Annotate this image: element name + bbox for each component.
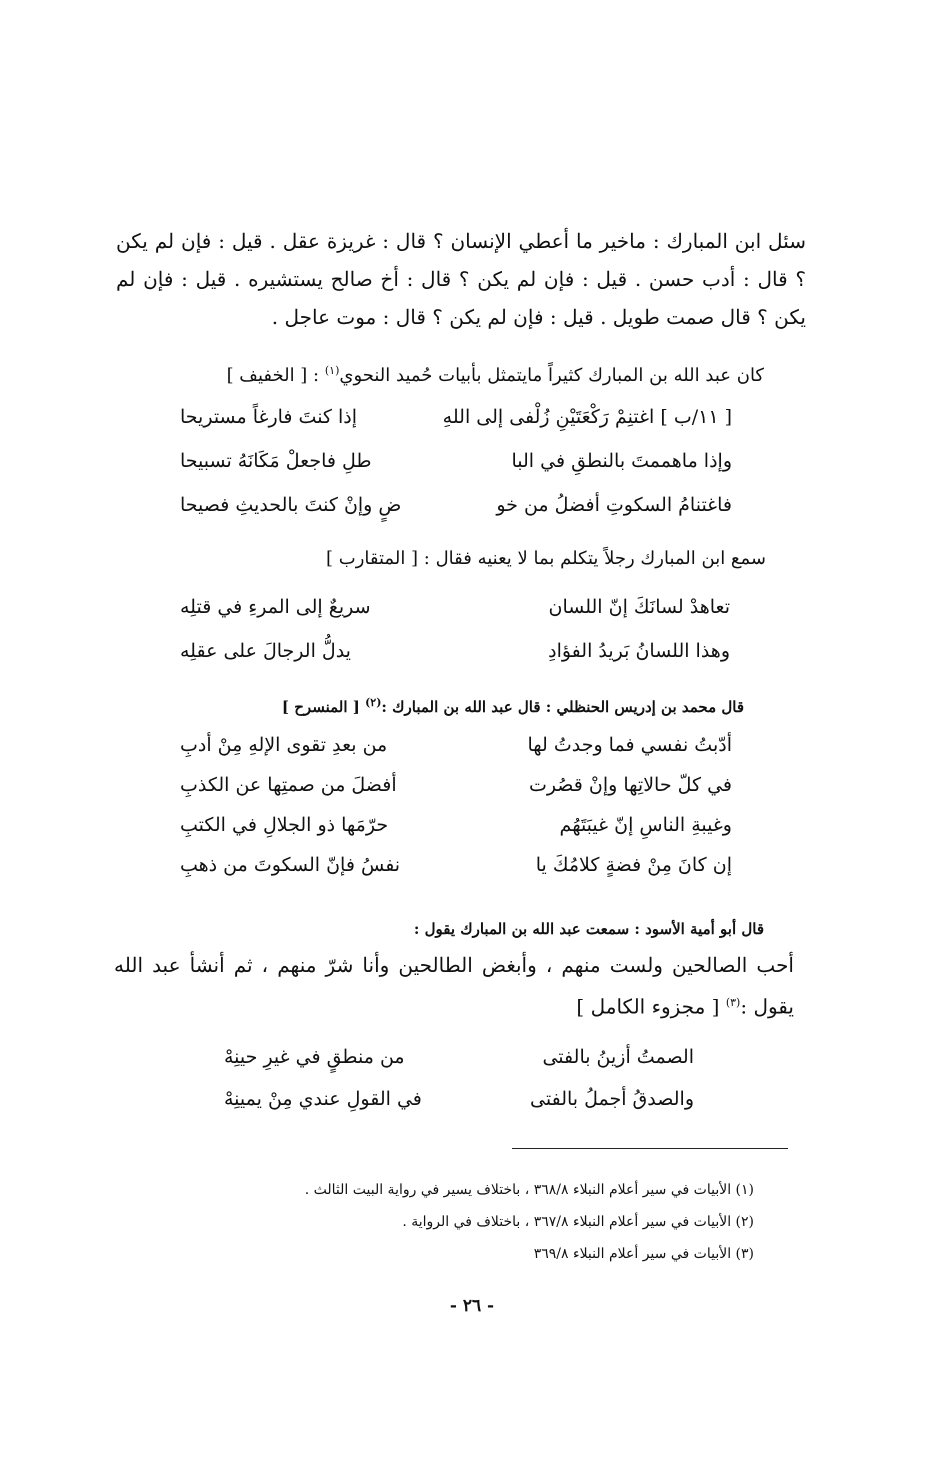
verse-first-half: وهذا اللسانُ بَريدُ الفؤادِ	[548, 640, 730, 662]
verse-first-half: تعاهدْ لسانَكَ إنّ اللسان	[548, 596, 730, 618]
verse-line	[180, 814, 732, 848]
section-3-intro-text: قال محمد بن إدريس الحنظلي : قال عبد الله بن المبارك :	[381, 698, 744, 716]
verse-first-half: أدّبتُ نفسي فما وجدتُ لها	[527, 734, 732, 756]
section-4-intro: قال أبو أمية الأسود : سمعت عبد الله بن المبارك يقول :	[413, 920, 764, 938]
verse-second-half: من بعدِ تقوى الإلهِ مِنْ أدبِ	[180, 734, 388, 756]
footnote-ref-1: (١)	[324, 364, 340, 377]
verse-second-half: حرّمَها ذو الجلالِ في الكتبِ	[180, 814, 389, 836]
verse-first-half: وغيبةِ الناسِ إنّ غيبَتَهُم	[559, 814, 732, 836]
verse-line	[180, 854, 732, 888]
footnote-divider	[512, 1148, 788, 1149]
section-1-intro-text: كان عبد الله بن المبارك كثيراً مايتمثل بأبيات حُميد النحوي	[339, 365, 764, 386]
footnote-1: (١) الأبيات في سير أعلام النبلاء ٣٦٨/٨ ، باختلاف يسير في رواية البيت الثالث .	[304, 1182, 754, 1198]
footnote-2: (٢) الأبيات في سير أعلام النبلاء ٣٦٧/٨ ، باختلاف في الرواية .	[402, 1214, 754, 1230]
opening-paragraph: سئل ابن المبارك : ماخير ما أعطي الإنسان ؟ قال : غريزة عقل . قيل : فإن لم يكن ؟ قال : أدب حسن . قيل : فإن لم يكن ؟ قال : أخ صالح يستشيره . قيل : فإن لم يكن ؟ قال صمت طويل . قيل : فإن لم يكن ؟ قال : موت عاجل .	[116, 229, 806, 329]
verse-second-half: من منطقٍ في غيرِ حينِهْ	[224, 1046, 405, 1068]
verse-line	[180, 734, 732, 768]
meter-label-munsarih: [ المنسرح ]	[281, 698, 366, 716]
verse-line	[224, 1046, 694, 1080]
verse-second-half: في القولِ عندي مِنْ يمينِهْ	[224, 1088, 422, 1110]
verse-line	[180, 640, 730, 674]
verse-second-half: أفضلَ من صمتِها عن الكذبِ	[180, 774, 397, 796]
meter-label-kamil: [ مجزوء الكامل ]	[576, 994, 726, 1019]
verse-second-half: يدلُّ الرجالَ على عقلِه	[180, 640, 351, 662]
section-2-intro: سمع ابن المبارك رجلاً يتكلم بما لا يعنيه فقال : [ المتقارب ]	[326, 548, 766, 569]
verse-second-half: نفسُ فإنّ السكوتَ من ذهبِ	[180, 854, 401, 876]
verse-second-half: طلِ فاجعلْ مَكَانَهُ تسبيحا	[180, 450, 372, 472]
verse-line	[180, 494, 732, 528]
footnote-ref-3: (٣)	[725, 996, 741, 1009]
page-number: - ٢٦ -	[449, 1296, 495, 1316]
meter-label-khafif: : [ الخفيف ]	[226, 365, 325, 386]
verse-line	[180, 596, 730, 630]
section-3-intro	[184, 690, 744, 720]
verse-line	[180, 406, 732, 440]
verse-first-half: [ ١١/ب ] اغتنِمْ رَكْعَتَيْنِ زُلْفى إلى اللهِ	[442, 406, 732, 428]
verse-first-half: والصدقُ أجملُ بالفتى	[530, 1088, 694, 1110]
verse-line	[180, 774, 732, 808]
verse-first-half: فاغتنامُ السكوتِ أفضلُ من خو	[496, 494, 732, 516]
section-4-prose	[114, 946, 794, 1026]
verse-second-half: سريعٌ إلى المرءِ في قتلِه	[180, 596, 371, 618]
verse-line	[180, 450, 732, 484]
footnote-ref-2: (٢)	[365, 696, 382, 709]
verse-line	[224, 1088, 694, 1122]
verse-first-half: إن كانَ مِنْ فضةٍ كلامُكَ يا	[535, 854, 732, 876]
section-1-intro	[144, 356, 764, 391]
verse-first-half: في كلّ حالاتِها وإنْ قصُرت	[528, 774, 732, 796]
footnote-3: (٣) الأبيات في سير أعلام النبلاء ٣٦٩/٨	[533, 1246, 754, 1262]
verse-second-half: ضٍ وإنْ كنتَ بالحديثِ فصيحا	[180, 494, 402, 516]
section-4-prose-text: أحب الصالحين ولست منهم ، وأبغض الطالحين وأنا شرّ منهم ، ثم أنشأ عبد الله يقول :	[114, 953, 794, 1019]
verse-second-half: إذا كنتَ فارغاً مستريحا	[180, 406, 358, 428]
verse-first-half: الصمتُ أزينُ بالفتى	[542, 1046, 694, 1068]
verse-first-half: وإذا ماهممتَ بالنطقِ في البا	[511, 450, 732, 472]
